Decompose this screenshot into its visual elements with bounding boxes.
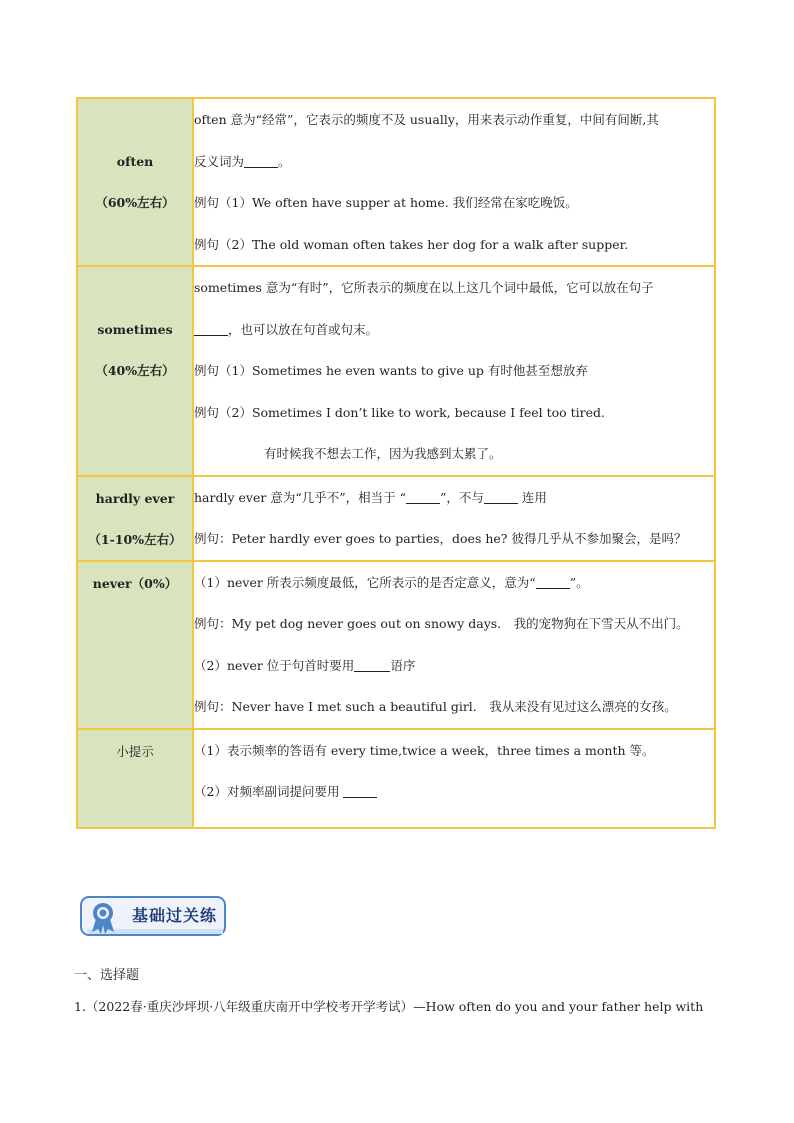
content-cell-tip [193,729,715,828]
table-row-never [77,561,715,729]
fill-blank[interactable] [484,489,518,504]
section-title: 基础过关练 [132,906,218,925]
label-cell-tip [77,729,193,828]
table-row-tip [77,729,715,828]
example-sentence: 例句：Never have I met such a beautiful girl. 我从来没有见过这么漂亮的女孩。 [194,699,677,714]
fill-blank[interactable] [354,657,390,672]
frequency-adverb-table [76,97,716,829]
example-sentence: 例句（2）Sometimes I don’t like to work, because I feel too tired. [194,404,606,420]
content-cell-sometimes [193,266,715,476]
content-line: sometimes 意为“有时”，它所表示的频度在以上这几个词中最低，它可以放在句子 [194,280,654,295]
example-sentence: 例句（1）Sometimes he even wants to give up 有时他甚至想放弃 [194,363,588,378]
fill-blank[interactable] [343,783,377,798]
content-line: 反义词为 。 [194,153,291,169]
fill-blank[interactable] [536,574,570,589]
fill-blank[interactable] [194,321,228,336]
label-term: 小提示 [116,743,154,759]
example-sentence: 例句：My pet dog never goes out on snowy days. 我的宠物狗在下雪天从不出门。 [194,616,689,631]
content-line: hardly ever 意为“几乎不”，相当于 “ ”，不与 连用 [194,489,547,505]
label-percentage: （60%左右） [95,195,175,210]
example-sentence: 例句：Peter hardly ever goes to parties，does he? 彼得几乎从不参加聚会，是吗？ [194,531,687,546]
content-line: （1）表示频率的答语有 every time,twice a week，three times a month 等。 [194,742,655,758]
question-1: 1.（2022春·重庆沙坪坝·八年级重庆南开中学校考开学考试）—How often do you and your father help with [74,999,704,1014]
section-heading: 一、选择题 [74,968,140,983]
table-row-often [77,98,715,266]
content-cell-never [193,561,715,729]
content-line: ，也可以放在句首或句末。 [194,309,714,351]
content-line: （2）never 位于句首时要用 语序 [194,657,416,673]
content-line: often 意为“经常”，它表示的频度不及 usually，用来表示动作重复，中间有间断,其 [194,112,659,127]
label-term: often [116,154,154,169]
example-translation: 有时候我不想去工作，因为我感到太累了。 [264,446,502,461]
label-cell-often [77,98,193,266]
example-sentence: 例句（1）We often have supper at home. 我们经常在家吃晚饭。 [194,195,578,210]
label-term: hardly ever [95,490,175,506]
label-term: sometimes [97,322,173,337]
table-row-hardly-ever [77,476,715,561]
fill-blank[interactable] [244,153,278,168]
table-row-sometimes [77,266,715,476]
content-line: （2）对频率副词提问要用 [194,771,714,813]
content-cell-hardly-ever [193,476,715,561]
label-percentage: （40%左右） [95,363,175,378]
label-cell-never [77,561,193,729]
label-cell-hardly-ever [77,476,193,561]
label-term: never（0%） [92,575,178,591]
fill-blank[interactable] [406,489,440,504]
content-cell-often [193,98,715,266]
label-percentage: （1-10%左右） [88,531,182,547]
content-line: （1）never 所表示频度最低，它所表示的是否定意义，意为“ ”。 [194,574,589,590]
label-cell-sometimes [77,266,193,476]
example-sentence: 例句（2）The old woman often takes her dog for a walk after supper. [194,236,629,252]
